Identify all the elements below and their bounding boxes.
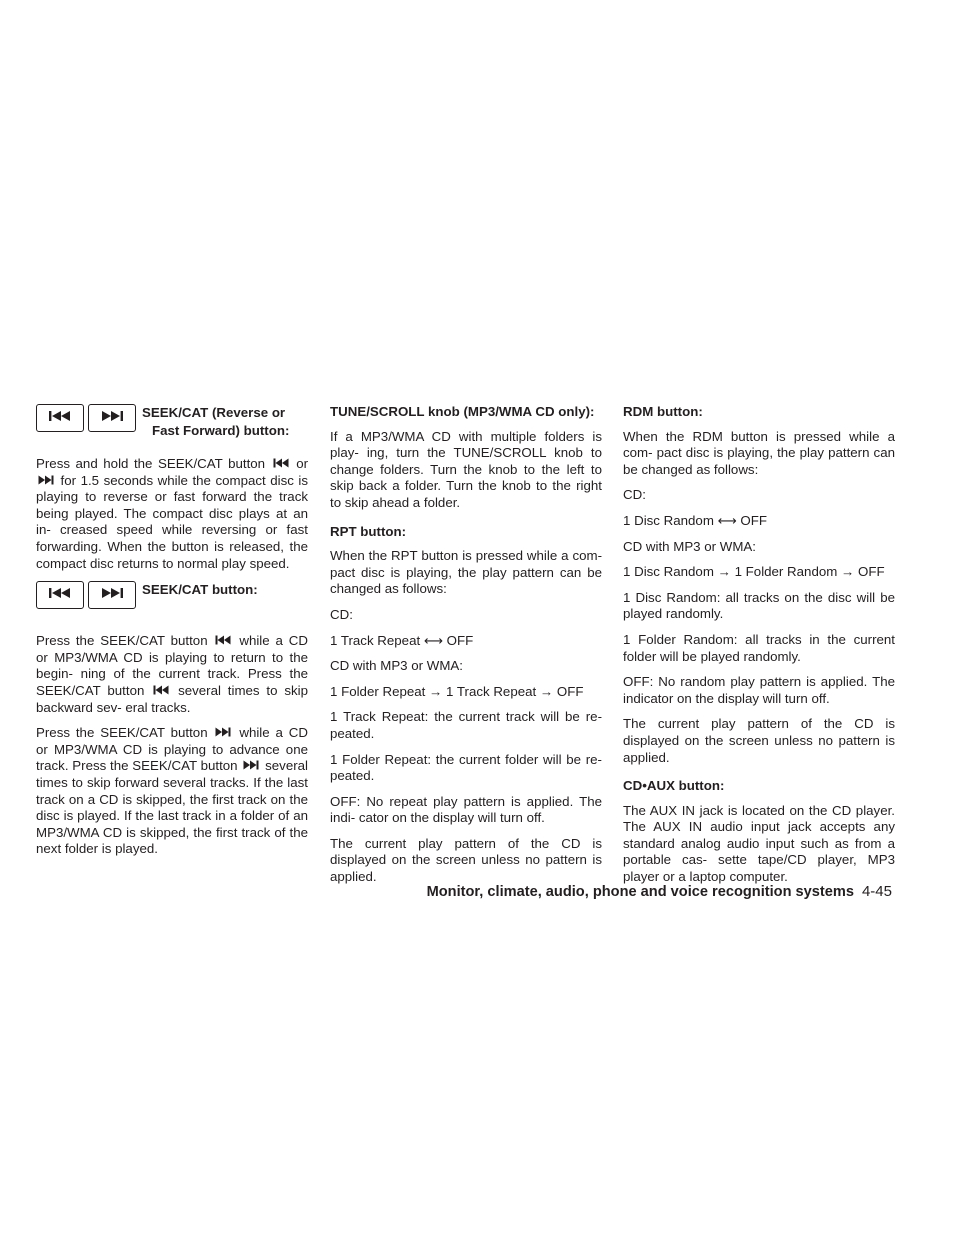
paragraph: When the RDM button is pressed while a com- pact disc is playing, the play pattern can be changed as follows:: [623, 428, 895, 477]
section-heading: SEEK/CAT button:: [142, 582, 258, 598]
skip-forward-icon: [100, 587, 124, 604]
page-number: 4-45: [861, 883, 892, 900]
skip-back-icon: [153, 685, 169, 695]
paragraph: 1 Disc Random → 1 Folder Random → OFF: [623, 564, 885, 580]
paragraph: OFF: No random play pattern is applied. The indicator on the display will turn off.: [623, 674, 895, 706]
paragraph: Press the SEEK/CAT button while a CD or MP3/WMA CD is playing to return to the begin- ning of the current track. Press the SEEK/CAT button several times to skip backward sev- eral tracks.: [36, 633, 308, 715]
paragraph: CD:: [330, 606, 353, 622]
skip-back-icon: [48, 587, 72, 604]
skip-back-icon: [215, 635, 231, 645]
skip-forward-icon: [215, 727, 231, 737]
tune-scroll-heading: TUNE/SCROLL knob (MP3/WMA CD only):: [330, 404, 595, 419]
paragraph: 1 Disc Random: all tracks on the disc will be played randomly.: [623, 589, 895, 622]
paragraph: The current play pattern of the CD is displayed on the screen unless no pattern is applied.: [623, 716, 895, 765]
skip-forward-button-illustration: [88, 581, 136, 609]
skip-forward-icon: [38, 475, 54, 485]
skip-back-button-illustration: [36, 581, 84, 609]
paragraph: CD with MP3 or WMA:: [623, 538, 756, 554]
paragraph: 1 Folder Repeat: the current folder will be re- peated.: [330, 751, 602, 784]
skip-back-icon: [48, 410, 72, 427]
paragraph: 1 Track Repeat ⟷ OFF: [330, 632, 474, 648]
skip-back-icon: [273, 458, 289, 468]
skip-forward-button-illustration: [88, 404, 136, 432]
paragraph: OFF: No repeat play pattern is applied. The indi- cator on the display will turn off.: [330, 793, 602, 826]
paragraph: If a MP3/WMA CD with multiple folders is play- ing, turn the TUNE/SCROLL knob to change folders. Turn the knob to the left to skip back a folder. Turn the knob to the right to skip ahead a folder.: [330, 428, 602, 510]
skip-forward-icon: [100, 410, 124, 427]
paragraph: Press the SEEK/CAT button while a CD or MP3/WMA CD is playing to advance one track. Press the SEEK/CAT button several times to skip forward several tracks. If the last track on a CD is skipped, the first track on the disc is played. If the last track in a folder of an MP3/WMA CD is skipped, the first track of the next folder is played.: [36, 725, 309, 857]
rpt-heading: RPT button:: [330, 523, 407, 539]
column-3: [623, 404, 895, 895]
cd-aux-heading: CD•AUX button:: [623, 778, 725, 794]
skip-forward-icon: [243, 760, 259, 770]
column-1: [36, 404, 308, 867]
paragraph: 1 Folder Random: all tracks in the current folder will be played randomly.: [623, 631, 895, 664]
skip-back-button-illustration: [36, 404, 84, 432]
seek-cat-header: [36, 581, 308, 619]
column-2: [330, 404, 602, 895]
paragraph: CD:: [623, 487, 646, 503]
paragraph: When the RPT button is pressed while a com- pact disc is playing, the play pattern can be changed as follows:: [330, 548, 602, 597]
section-title: Monitor, climate, audio, phone and voice recognition systems: [426, 884, 854, 900]
paragraph: 1 Track Repeat: the current track will be re- peated.: [330, 709, 602, 741]
page-footer: [427, 883, 892, 900]
section-heading: SEEK/CAT (Reverse or Fast Forward) button:: [142, 405, 290, 438]
paragraph: The AUX IN jack is located on the CD player. The AUX IN audio input jack accepts any standard analog audio input such as from a portable cas- sette tape/CD player, MP3 player or a laptop computer.: [623, 802, 895, 885]
rdm-heading: RDM button:: [623, 404, 703, 419]
paragraph: CD with MP3 or WMA:: [330, 658, 463, 674]
paragraph: Press and hold the SEEK/CAT button or for 1.5 seconds while the compact disc is playing to reverse or fast forward the track being played. The compact disc plays at an in- creased speed while reversing or fast forwarding. When the button is released, the compact disc returns to normal play speed.: [36, 456, 309, 571]
paragraph: 1 Disc Random ⟷ OFF: [623, 512, 767, 528]
paragraph: The current play pattern of the CD is displayed on the screen unless no pattern is applied.: [330, 835, 602, 885]
paragraph: 1 Folder Repeat → 1 Track Repeat → OFF: [330, 683, 584, 699]
seek-cat-hold-header: [36, 404, 308, 442]
